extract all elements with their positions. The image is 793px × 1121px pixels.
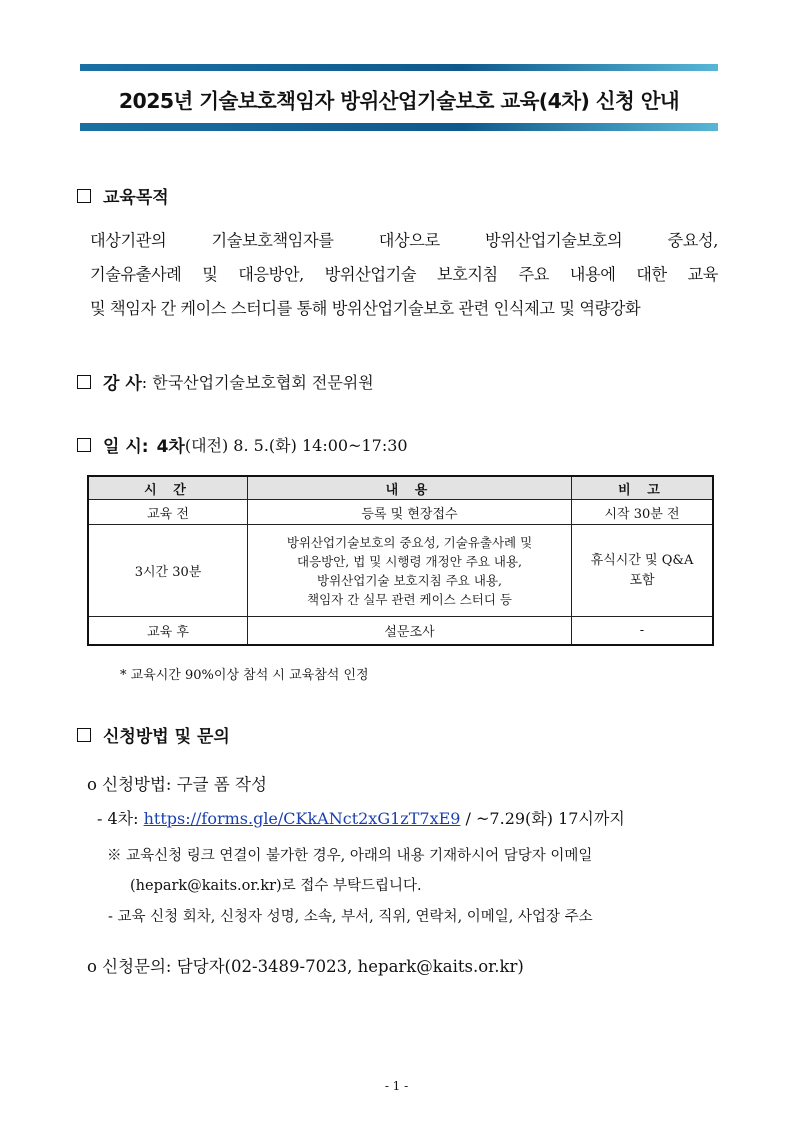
section-lecturer	[77, 369, 374, 394]
table-cell: -	[572, 617, 714, 645]
round-label: - 4차:	[97, 809, 144, 828]
schedule-round: 4차	[156, 437, 185, 457]
page-number: - 1 -	[384, 1079, 409, 1093]
attendance-note: * 교육시간 90%이상 참석 시 교육참석 인정	[120, 668, 369, 683]
section-heading: 교육목적	[103, 188, 169, 208]
table-cell: 교육 전	[88, 500, 248, 525]
table-header: 시 간	[88, 476, 248, 500]
alt-note-line-2: (hepark@kaits.or.kr)로 접수 부탁드립니다.	[130, 878, 422, 894]
section-heading: 신청방법 및 문의	[103, 727, 230, 747]
purpose-line: 기술유출사례 및 대응방안, 방위산업기술 보호지침 주요 내용에 대한 교육	[90, 265, 718, 284]
checkbox-square-icon	[77, 189, 91, 203]
purpose-line: 대상기관의 기술보호책임자를 대상으로 방위산업기술보호의 중요성,	[90, 231, 718, 250]
table-cell: 휴식시간 및 Q&A 포함	[572, 525, 714, 617]
purpose-line: 및 책임자 간 케이스 스터디를 통해 방위산업기술보호 관련 인식제고 및 역량강화	[90, 299, 641, 318]
table-row	[88, 617, 713, 645]
table-row	[88, 500, 713, 525]
inquiry-contact: o 신청문의: 담당자(02-3489-7023, hepark@kaits.or.kr)	[87, 957, 524, 976]
checkbox-square-icon	[77, 728, 91, 742]
apply-method: o 신청방법: 구글 폼 작성	[87, 775, 267, 794]
table-cell: 설문조사	[248, 617, 572, 645]
lecturer-value: : 한국산업기술보호협회 전문위원	[141, 373, 374, 392]
purpose-paragraph	[90, 224, 718, 326]
section-heading: 강 사	[103, 374, 142, 394]
schedule-detail: (대전) 8. 5.(화) 14:00~17:30	[184, 436, 408, 455]
section-purpose	[77, 183, 169, 208]
title-top-bar	[80, 64, 718, 71]
table-header: 내 용	[248, 476, 572, 500]
checkbox-square-icon	[77, 375, 91, 389]
table-cell: 교육 후	[88, 617, 248, 645]
table-cell: 시작 30분 전	[572, 500, 714, 525]
schedule-table	[87, 475, 714, 646]
table-cell: 등록 및 현장접수	[248, 500, 572, 525]
required-fields: - 교육 신청 회차, 신청자 성명, 소속, 부서, 직위, 연락처, 이메일, 사업장 주소	[108, 909, 593, 925]
apply-round-line	[97, 806, 625, 829]
table-row	[88, 525, 713, 617]
page-title: 2025년 기술보호책임자 방위산업기술보호 교육(4차) 신청 안내	[118, 89, 680, 113]
section-schedule	[77, 432, 408, 457]
alt-note-line-1: ※ 교육신청 링크 연결이 불가한 경우, 아래의 내용 기재하시어 담당자 이메일	[107, 848, 593, 864]
table-header: 비 고	[572, 476, 714, 500]
google-form-link[interactable]: https://forms.gle/CKkANct2xG1zT7xE9	[143, 809, 461, 828]
checkbox-square-icon	[77, 438, 91, 452]
section-heading: 일 시:	[103, 437, 149, 457]
table-cell: 3시간 30분	[88, 525, 248, 617]
deadline: / ~7.29(화) 17시까지	[460, 809, 625, 828]
section-apply	[77, 722, 230, 747]
table-header-row	[88, 476, 713, 500]
table-cell: 방위산업기술보호의 중요성, 기술유출사례 및 대응방안, 법 및 시행령 개정안 주요 내용, 방위산업기술 보호지침 주요 내용, 책임자 간 실무 관련 케이스 스터디 등	[248, 525, 572, 617]
title-bottom-bar	[80, 123, 718, 131]
